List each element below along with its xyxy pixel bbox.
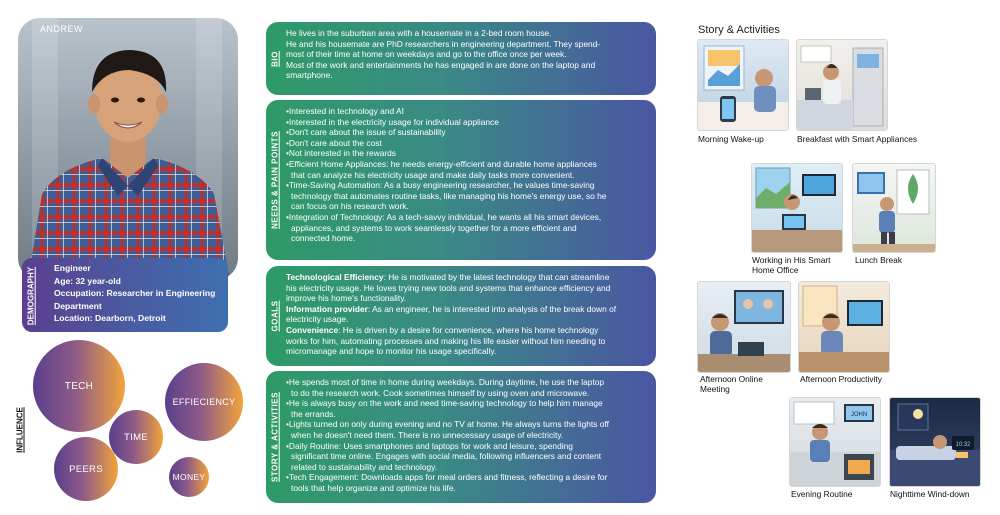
story-activities-title: Story & Activities <box>698 24 780 36</box>
goal-text: : He is motivated by the latest technology that can streamline <box>383 272 610 282</box>
caption-online-meeting: Afternoon Online Meeting <box>700 374 763 394</box>
goal-text: : As an engineer, he is interested into analysis of the break down of <box>367 303 617 314</box>
caption-morning-wakeup: Morning Wake-up <box>698 134 764 144</box>
goal-text: his electricity usage. He loves trying new tools and systems that enhance efficiency and <box>286 282 611 293</box>
needs-panel <box>266 100 656 260</box>
bio-line: smartphone. <box>286 70 333 81</box>
persona-name: ANDREW <box>40 24 83 34</box>
bio-line: Most of the work and entertainments he has engaged in are done on the laptop and <box>286 59 596 70</box>
caption-home-office: Working in His Smart Home Office <box>752 255 831 275</box>
needs-line: •Time-Saving Automation: As a busy engineering researcher, he values time-saving <box>286 180 595 191</box>
story-line: when he doesn't need them. There is no unnecessary usage of electricity. <box>291 429 564 440</box>
illustration-morning-wakeup <box>698 40 788 130</box>
influence-bubble-peers: PEERS <box>54 437 118 501</box>
needs-line: that can analyze his electricity usage and make daily tasks more convenient. <box>291 169 575 180</box>
demography-line: Age: 32 year-old <box>54 275 121 286</box>
goal-title: Information provider <box>286 303 368 314</box>
influence-bubble-money: MONEY <box>169 457 209 497</box>
caption-productivity: Afternoon Productivity <box>800 374 882 384</box>
needs-line: •Interested in technology and AI <box>286 106 404 116</box>
caption-evening-routine: Evening Routine <box>791 489 853 499</box>
caption-nighttime: Nighttime Wind-down <box>890 489 970 499</box>
demography-line: Occupation: Researcher in Engineering <box>54 288 216 299</box>
needs-line: •Not interested in the rewards <box>286 148 396 159</box>
needs-label: NEEDS & PAIN POINTS <box>270 131 280 229</box>
story-line: •He is always busy on the work and need time-saving technology to help him manage <box>286 398 603 409</box>
story-label: STORY & ACTIVITIES <box>270 392 280 482</box>
illustration-nighttime <box>890 398 980 486</box>
story-panel <box>266 371 656 503</box>
story-line: to do the research work. Cook sometimes himself by using oven and microwave. <box>291 387 590 398</box>
demography-card <box>22 258 228 332</box>
smart-screen-label: JOHN <box>850 412 868 418</box>
needs-line: •Efficient Home Appliances: he needs energy-efficient and durable home appliances <box>286 158 597 169</box>
story-line: •Tech Engagement: Downloads apps for meal orders and fitness, reflecting a desire for <box>286 472 608 483</box>
goal-text: works for him, automating processes and making his life easier without him needing to <box>286 335 606 346</box>
story-line: •Lights turned on only during evening and no TV at home. He always turns the lights off <box>286 419 609 430</box>
bio-panel <box>266 22 656 95</box>
needs-line: •Interested in the electricity usage for individual appliance <box>286 116 499 127</box>
needs-line: •Integration of Technology: As a tech-savvy individual, he wants all his smart devices, <box>286 211 602 222</box>
caption-lunch-break: Lunch Break <box>855 255 903 265</box>
story-line: the errands. <box>291 408 336 419</box>
bio-line: He and his housemate are PhD researchers in engineering department. They spend- <box>286 38 601 49</box>
goal-text: improve his home's functionality. <box>286 293 407 304</box>
illustration-productivity <box>799 282 889 372</box>
bio-line: He lives in the suburban area with a housemate in a 2-bed room house. <box>286 28 552 38</box>
needs-line: •Don't care about the issue of sustainability <box>286 127 446 138</box>
needs-line: can focus on his research work. <box>291 201 409 212</box>
influence-label: INFLUENCE <box>15 407 25 453</box>
clock-readout: 10:32 <box>955 442 971 448</box>
illustration-online-meeting <box>698 282 790 372</box>
story-line: •He spends most of time in home during weekdays. During daytime, he use the laptop <box>286 377 605 387</box>
goal-item <box>286 325 646 336</box>
goal-text: micromanage and hope to monitor his usage specifically. <box>286 346 497 357</box>
illustration-lunch-break <box>853 164 935 252</box>
needs-line: connected home. <box>291 233 356 244</box>
persona-portrait <box>18 18 238 280</box>
needs-line: appliances, and systems to work seamlessly together for a more efficient and <box>291 222 577 233</box>
goal-item <box>286 272 646 283</box>
demography-label: DEMOGRAPHY <box>26 267 36 326</box>
goal-text: : He is driven by a desire for convenience, where his home technology <box>338 324 599 335</box>
illustration-home-office <box>752 164 842 252</box>
goal-item <box>286 304 646 315</box>
demography-line: Department <box>54 300 102 311</box>
goal-title: Convenience <box>286 324 339 335</box>
bio-label: BIO <box>270 50 280 67</box>
influence-bubble-time: TIME <box>109 410 163 464</box>
bio-line: most of their time at home on weekdays and go to the office once per week. <box>286 49 567 60</box>
illustration-evening-routine <box>790 398 880 486</box>
demography-line: Location: Dearborn, Detroit <box>54 313 166 324</box>
story-line: related to sustainability and technology. <box>291 461 438 472</box>
goals-panel <box>266 266 656 366</box>
goals-label: GOALS <box>270 300 280 332</box>
story-line: significant time online. Engages with social media, following influencers and content <box>291 451 602 462</box>
caption-breakfast: Breakfast with Smart Appliances <box>797 134 918 144</box>
illustration-breakfast <box>797 40 887 130</box>
influence-bubble-efficiency: EFFIECIENCY <box>165 363 243 441</box>
profile-photo <box>18 18 238 280</box>
story-line: tools that help organize and optimize his life. <box>291 482 456 493</box>
needs-line: •Don't care about the cost <box>286 137 382 148</box>
needs-line: technology that automates routine tasks, like managing his home's energy use, so he <box>291 190 607 201</box>
goal-title: Technological Efficiency <box>286 272 384 282</box>
story-line: •Daily Routine: Uses smartphones and laptops for work and leisure, spending <box>286 440 573 451</box>
influence-bubble-tech: TECH <box>33 340 125 432</box>
demography-line: Engineer <box>54 263 91 273</box>
goal-text: electricity usage. <box>286 314 349 325</box>
